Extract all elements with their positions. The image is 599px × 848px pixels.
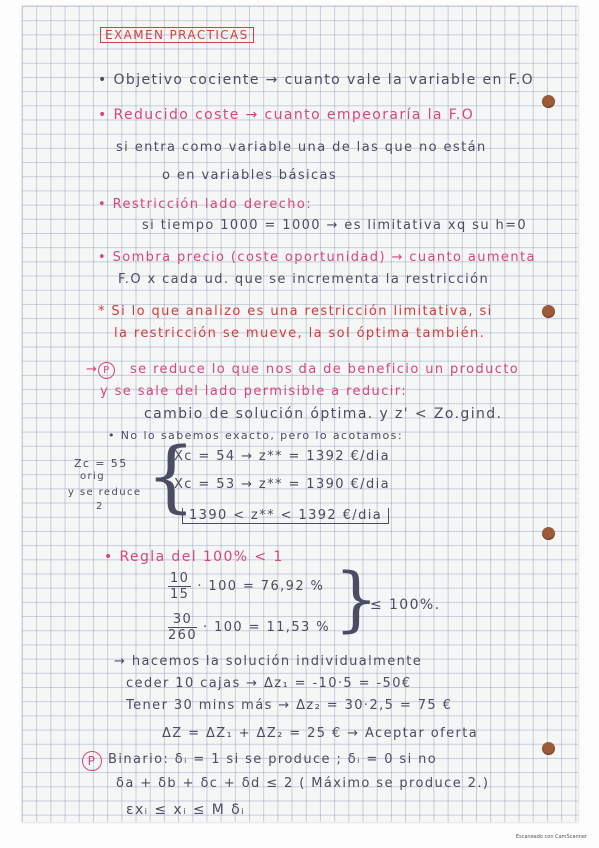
binder-hole-2 <box>542 305 555 318</box>
line-si-analizo: * Si lo que analizo es una restricción limitativa, si <box>98 304 493 319</box>
line-se-reduce: se reduce lo que nos da de beneficio un producto <box>130 362 520 377</box>
line-ceder: ceder 10 cajas → Δz₁ = -10·5 = -50€ <box>126 676 412 691</box>
left-brace: { <box>146 432 196 522</box>
title-box: EXAMEN PRACTICAS <box>100 27 254 43</box>
line-objetivo: • Objetivo cociente → cuanto vale la variable en F.O <box>98 72 535 88</box>
right-brace: } <box>334 558 379 640</box>
line-delta-z: ΔZ = ΔZ₁ + ΔZ₂ = 25 € → Aceptar oferta <box>162 726 479 741</box>
scanner-footer: Escaneado con CamScanner <box>515 834 587 840</box>
bound-box <box>182 508 389 523</box>
fraction-2-numerator: 30 <box>168 612 197 628</box>
line-regla-100: • Regla del 100% < 1 <box>104 549 284 565</box>
marker-circle-icon: P <box>98 362 115 379</box>
line-fo-cada-ud: F.O x cada ud. que se incrementa la restricción <box>118 272 490 287</box>
line-sol-optima: la restricción se mueve, la sol óptima también. <box>114 326 486 341</box>
fraction-1-numerator: 10 <box>170 571 190 586</box>
side-note-reduce: y se reduce <box>68 487 142 498</box>
line-restriccion: • Restricción lado derecho: <box>98 197 313 212</box>
line-marker-arrow: → P <box>86 362 115 379</box>
notebook-page <box>22 6 578 822</box>
fraction-row-2 <box>168 612 330 643</box>
side-note-orig: orig <box>80 471 105 482</box>
line-cambio-solucion: cambio de solución óptima. y z' < Zo.gind. <box>144 406 503 422</box>
leq-100: ≤ 100%. <box>370 597 441 613</box>
fraction-2-denominator: 260 <box>168 628 198 643</box>
side-note-zc: Zc = 55 <box>74 457 128 470</box>
fraction-row-1 <box>168 571 324 602</box>
line-variables-basicas: o en variables básicas <box>162 168 338 183</box>
binario-marker <box>82 751 102 771</box>
fraction-1-denominator: 15 <box>170 587 190 602</box>
binder-hole-4 <box>542 742 555 755</box>
line-hacemos: → hacemos la solución individualmente <box>114 654 423 669</box>
p-circle-icon: P <box>82 751 102 771</box>
line-reducido-coste: • Reducido coste → cuanto empeoraría la F.O <box>98 107 475 123</box>
title <box>100 28 254 42</box>
bound-text: 1390 < z** < 1392 €/dia <box>182 508 389 524</box>
line-binario: Binario: δᵢ = 1 si se produce ; δᵢ = 0 si no <box>108 752 438 767</box>
line-bounds-xi: εxᵢ ≤ xᵢ ≤ M δᵢ <box>126 802 245 818</box>
case-two: Xc = 53 → z** = 1390 €/dia <box>174 477 390 492</box>
binder-hole-3 <box>542 527 555 540</box>
fraction-1 <box>168 571 191 602</box>
fraction-2-result: · 100 = 11,53 % <box>203 620 330 635</box>
line-no-lo-sabemos: • No lo sabemos exacto, pero lo acotamos: <box>108 429 403 442</box>
binder-hole-1 <box>542 95 555 108</box>
line-se-sale: y se sale del lado permisible a reducir: <box>100 384 408 399</box>
side-note-two: 2 <box>96 501 104 512</box>
fraction-1-result: · 100 = 76,92 % <box>197 579 325 594</box>
case-one: Xc = 54 → z** = 1392 €/dia <box>174 449 390 464</box>
line-tiempo: si tiempo 1000 = 1000 → es limitativa xq su h=0 <box>142 218 528 233</box>
line-si-entra: si entra como variable una de las que no están <box>116 140 487 155</box>
line-tener: Tener 30 mins más → Δz₂ = 30·2,5 = 75 € <box>126 698 453 713</box>
line-sombra-precio: • Sombra precio (coste oportunidad) → cuanto aumenta <box>98 250 536 265</box>
fraction-2 <box>168 612 197 643</box>
line-deltas: δa + δb + δc + δd ≤ 2 ( Máximo se produce 2.) <box>116 776 490 791</box>
